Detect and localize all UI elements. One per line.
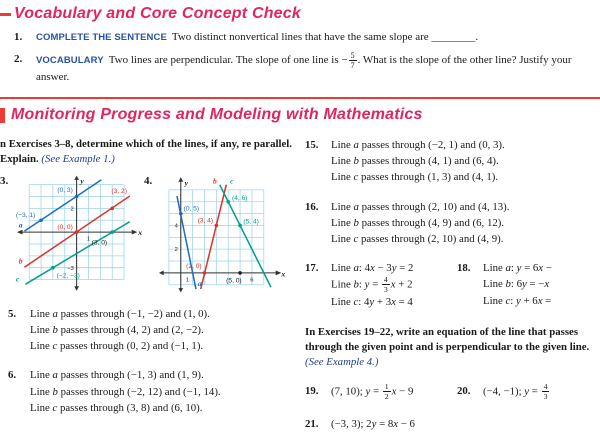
exercise-line: (−4, −1); y = $\frac{4}{3}$	[483, 381, 548, 401]
keyword-tag: VOCABULARY	[36, 55, 104, 67]
exercise-20	[457, 383, 550, 401]
point-dot	[238, 271, 242, 275]
y-axis-arrow-icon	[178, 177, 183, 182]
exercise-line: Line a: 4x − 3y = 2	[331, 262, 414, 275]
exercise-line: (−3, 3); 2y = 8x − 6	[331, 417, 415, 430]
line-b-label: b	[18, 256, 23, 266]
exercise-line: Line b passes through (−2, 12) and (−1, 14).	[30, 385, 221, 398]
point-dot	[75, 230, 79, 234]
point-dot	[203, 271, 207, 275]
x-axis-arrow-icon	[159, 270, 164, 275]
line-b-label: b	[213, 176, 217, 186]
exercise-number: 20.	[457, 384, 471, 397]
point-label: (0, 0)	[57, 224, 73, 232]
exercise-line: Line b passes through (4, 1) and (6, 4).	[331, 155, 499, 168]
section-divider-rule	[0, 97, 600, 99]
point-dot	[75, 194, 79, 198]
vocab-items	[14, 30, 600, 86]
vocab-item-2	[14, 52, 600, 86]
axis-tick-label: 1	[185, 277, 190, 284]
point-label: (4, 6)	[232, 194, 248, 202]
point-dot	[51, 266, 55, 270]
exercise-5	[8, 306, 296, 355]
exercise-19	[305, 383, 457, 401]
exercise-line: Line c: 4y + 3x = 4	[331, 296, 413, 309]
point-label: (5, 4)	[243, 218, 259, 226]
line-c-label: c	[230, 176, 234, 186]
exercise-text: Two distinct nonvertical lines that have the same slope are ________.	[171, 31, 479, 43]
point-label: (2, 0)	[186, 262, 202, 270]
section-header-vocab	[0, 5, 600, 23]
vocab-item-1	[14, 30, 600, 46]
exercise-lines	[30, 306, 210, 355]
exercise-lines	[331, 416, 415, 432]
exercise-number: 1.	[14, 31, 23, 43]
exercise-line: Line a passes through (−1, 3) and (1, 9).	[30, 369, 204, 382]
intro-text: In Exercises 19–22, write an equation of the line that passes through the given point and is perpendicular to the given line.	[305, 326, 590, 354]
line-c-label: c	[15, 274, 20, 284]
exercise-body	[36, 52, 581, 86]
intro-text: n Exercises 3–8, determine which of the lines, if any, re parallel. Explain.	[0, 138, 292, 165]
coordinate-graph-3	[14, 175, 144, 293]
line-a-label: a	[18, 220, 23, 230]
x-axis-arrow-icon	[132, 230, 138, 235]
exercise-number: 2.	[14, 52, 23, 65]
header-rule-dash	[0, 13, 11, 16]
point-label: (−3, 1)	[15, 211, 36, 219]
exercise-17	[305, 260, 457, 310]
point-label: (5, 0)	[226, 277, 242, 285]
x-axis-label: x	[138, 227, 143, 237]
exercise-text: Two lines are perpendicular. The slope of one line is − $\frac{5}{7}$ . What is the slope of the other line? Justify your answer.	[36, 50, 572, 84]
grid-lines	[169, 190, 264, 285]
axis-tick-label: 6	[250, 277, 254, 284]
see-example-ref: (See Example 4.)	[305, 356, 379, 369]
exercise-number: 16.	[305, 200, 319, 213]
point-label: (0, 3)	[57, 187, 73, 195]
monitoring-section-title: Monitoring Progress and Modeling with Mathematics	[11, 106, 423, 123]
exercise-line: Line c passes through (3, 8) and (6, 10).	[30, 401, 203, 414]
point-label: (−2, −3)	[56, 272, 80, 280]
point-label: (0, 5)	[183, 205, 200, 213]
exercise-lines	[331, 137, 505, 186]
exercise-line: Line b: 6y = −x	[483, 278, 550, 291]
exercise-body	[36, 30, 581, 46]
exercise-line: Line a: y = 6x −	[483, 262, 552, 275]
exercise-line: Line b: y = $\frac{4}{3}$ x + 2	[331, 275, 413, 294]
exercise-line: (7, 10); y = $\frac{1}{2}$ x − 9	[331, 381, 414, 401]
exercise-number: 21.	[305, 417, 319, 430]
exercise-line: Line c passes through (1, 3) and (4, 1).	[331, 171, 499, 184]
exercise-number: 19.	[305, 384, 319, 397]
point-label: (3, 0)	[91, 239, 108, 247]
y-axis-arrow-icon	[74, 175, 79, 179]
x-axis-label: x	[281, 269, 286, 279]
point-dot	[110, 230, 114, 234]
exercise-21	[305, 416, 457, 432]
exercise-18	[457, 260, 552, 310]
point-dot	[238, 223, 242, 227]
point-label: (3, 4)	[197, 217, 214, 225]
exercise-lines	[483, 260, 552, 310]
exercise-4-graph-block	[144, 175, 288, 293]
y-axis-arrow-icon	[178, 288, 183, 292]
exercise-lines	[483, 383, 550, 401]
exercise-number: 17.	[305, 262, 319, 275]
axis-tick-label: 2	[70, 206, 74, 213]
y-axis-label: y	[184, 178, 188, 188]
point-dot	[110, 206, 114, 210]
axis-tick-label: 4	[174, 223, 178, 230]
two-column-layout	[0, 137, 600, 432]
exercise-15	[305, 137, 600, 186]
axes	[163, 181, 276, 289]
exercise-line: Line c: y + 6x =	[483, 294, 552, 307]
point-label: (3, 2)	[111, 187, 127, 195]
exercises-19-22-intro	[305, 325, 600, 370]
exercise-3-graph-block	[0, 175, 144, 293]
exercise-lines	[331, 383, 413, 401]
exercise-6	[8, 367, 296, 416]
exercise-line: Line a passes through (2, 10) and (4, 13).	[331, 200, 510, 213]
point-dot	[215, 223, 219, 227]
section-header-monitoring	[0, 106, 600, 124]
y-axis-label: y	[80, 176, 84, 186]
coordinate-graph-4	[158, 175, 288, 293]
exercises-21-22-row	[305, 416, 600, 432]
axis-tick-label: 1	[86, 236, 91, 243]
line-a-label: a	[197, 278, 202, 288]
exercise-line: Line a passes through (−2, 1) and (0, 3).	[331, 139, 505, 151]
exercises-19-20-row	[305, 383, 600, 401]
point-dot	[179, 212, 183, 216]
exercise-number: 4.	[144, 174, 153, 187]
exercise-lines	[331, 199, 509, 248]
exercise-line: Line b passes through (4, 9) and (6, 12).	[331, 216, 505, 229]
right-column	[296, 137, 600, 432]
exercise-lines	[30, 367, 221, 416]
point-dot	[39, 218, 43, 222]
exercise-16	[305, 199, 600, 248]
exercise-number: 5.	[8, 307, 17, 320]
exercise-number: 15.	[305, 139, 319, 151]
exercise-lines	[331, 260, 413, 310]
header-accent-bar	[0, 108, 5, 123]
x-axis-arrow-icon	[17, 230, 23, 235]
keyword-tag: COMPLETE THE SENTENCE	[36, 32, 167, 43]
exercises-3-8-intro	[0, 137, 296, 167]
graphs-row	[0, 175, 296, 293]
exercises-17-18-row	[305, 260, 600, 310]
exercise-line: Line a passes through (−1, −2) and (1, 0).	[30, 307, 210, 320]
exercise-number: 18.	[457, 262, 471, 275]
exercise-number: 6.	[8, 369, 17, 382]
left-column	[0, 137, 296, 432]
axis-tick-label: 2	[174, 246, 178, 253]
exercise-number: 3.	[0, 174, 9, 187]
exercise-line: Line c passes through (2, 10) and (4, 9).	[331, 232, 504, 245]
y-axis-arrow-icon	[74, 286, 79, 291]
point-dot	[226, 200, 230, 204]
axis-tick-label: −3	[67, 265, 74, 272]
exercise-line: Line c passes through (0, 2) and (−1, 1).	[30, 340, 204, 353]
exercise-line: Line b passes through (4, 2) and (2, −2).	[30, 323, 204, 336]
vocab-section-title: Vocabulary and Core Concept Check	[14, 5, 301, 22]
see-example-ref: (See Example 1.)	[41, 152, 115, 165]
